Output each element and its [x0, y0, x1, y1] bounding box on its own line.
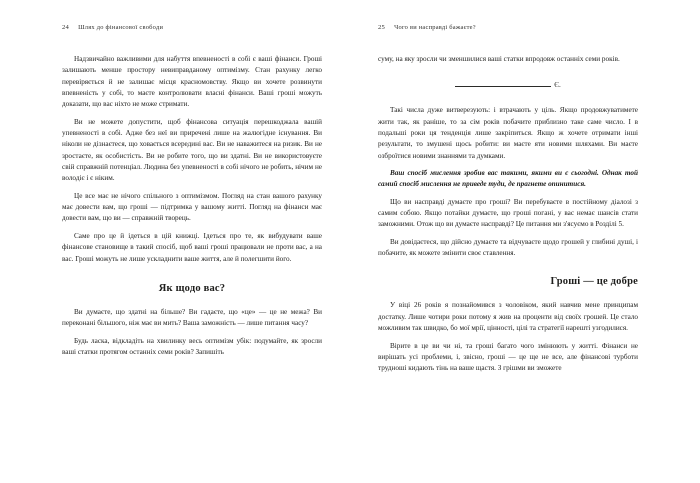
paragraph: Ви думаєте, що здатні на більше? Ви гадаєте, що «це» — це не межа? Ви переконані більшого, ніж має ви мить? Ваша заможність — лише питання часу?	[62, 307, 322, 328]
right-page	[350, 0, 700, 483]
section-heading: Як щодо вас?	[158, 282, 226, 294]
fill-in-blank-line	[378, 79, 638, 89]
paragraph: Будь ласка, відкладіть на хвилинку весь оптимізм убік: подумайте, як зросли ваші статки протягом останніх семи років? Запишіть	[62, 336, 322, 356]
paragraph: Такі числа дуже витверезують: і втрачають у ціль. Якщо продовжуватимете жити так, як раніше, то за сім років побачите приблизно таке саме число. І в подальші роки ця тенденція лише закріпиться. Якщо ж хочете отримати інші результати, то змушені щось робити: ви маєте яти новими шляхами. Ви маєте озброїтися новими знаннями та думками.	[378, 106, 638, 160]
paragraph: Ви не можете допустити, щоб фінансова ситуація перешкоджала вашій упевненості в собі. Адже без неї ви приречені лише на жалюгідне існування. Ви ніколи не дізнаєтеся, що ховається всередині вас. Ви не наважитеся на ризик. Ви не зростаєте, як особистість. Ви не робите того, що ви здатні. Ви не використовуєте свій справжній потенціал. Людина без упевненості в собі нічого не робить, нічим не володіє і є ніким.	[62, 117, 322, 183]
left-folio: 24	[62, 24, 70, 31]
paragraph: Це все має не нічого спільного з оптимізмом. Погляд на стан вашого рахунку має довести вам, що гроші — підтримка у вашому житті. Погляд на фінанси має довести вам, що ви — справжній творець.	[62, 191, 322, 223]
right-running-title: Чого ви насправді бажаєте?	[394, 24, 476, 31]
paragraph: Ви довідаєтеся, що дійсно думаєте та відчуваєте щодо грошей у глибині душі, і побачите, як можете змінити своє ставлення.	[378, 237, 638, 258]
paragraph-emphasis: Ваш спосіб мислення зробив вас такими, якими ви є сьогодні. Однак той самий спосіб мислення не приведе туди, де прагнете опинитися.	[378, 169, 638, 189]
paragraph: суму, на яку зросли чи зменшилися ваші статки впродовж останніх семи років.	[378, 55, 620, 63]
paragraph: Саме про це й ідеться в цій книжці. Ідеться про те, як вибудувати ваше фінансове становище в такий спосіб, щоб ваші гроші працювали не проти вас, а на вас. Гроші можуть не лише ускладнити ваше життя, але й полегшити його.	[62, 231, 322, 263]
section-heading: Гроші — це добре	[550, 276, 638, 288]
right-folio: 25	[378, 24, 386, 31]
left-running-title: Шлях до фінансової свободи	[78, 24, 164, 31]
right-running-header	[378, 24, 638, 31]
blank-rule	[455, 79, 551, 87]
fill-in-label: Є.	[554, 81, 561, 90]
paragraph: Вірите в це ви чи ні, та гроші багато чого змінюють у житті. Фінанси не вирішать усі проблеми, і, звісно, гроші — це ще не все, але фінансові турботи трудноші кидають тінь на ваше щастя. З грішми ви зможете	[378, 341, 638, 373]
paragraph: У віці 26 років я познайомився з чоловіком, який навчив мене принципам достатку. Лише чотири роки потому я жив на проценти від своїх грошей. Це стало можливим так швидко, бо мої мрії, цінності, цілі та стратегії нарешті узгодилися.	[378, 301, 638, 333]
paragraph: Надзвичайно важливими для набуття впевненості в собі є ваші фінанси. Гроші залишають менше простору невиправданому оптимізму. Стан рахунку легко перевіряється й не залишає місця красномовству. Якщо ви хочете розвинути впевненість у собі, то маєте контролювати власні фінанси. Ваші гроші можуть доказати, що вас ніхто не може стримати.	[62, 55, 322, 109]
paragraph: Що ви насправді думаєте про гроші? Ви перебуваєте в постійному діалозі з самим собою. Якщо потайки думаєте, що гроші погані, у вас немає шансів стати заможними. Отож що ви думаєте насправді? Це питання ми з'ясуємо в Розділі 5.	[378, 197, 638, 229]
left-running-header	[62, 24, 322, 31]
